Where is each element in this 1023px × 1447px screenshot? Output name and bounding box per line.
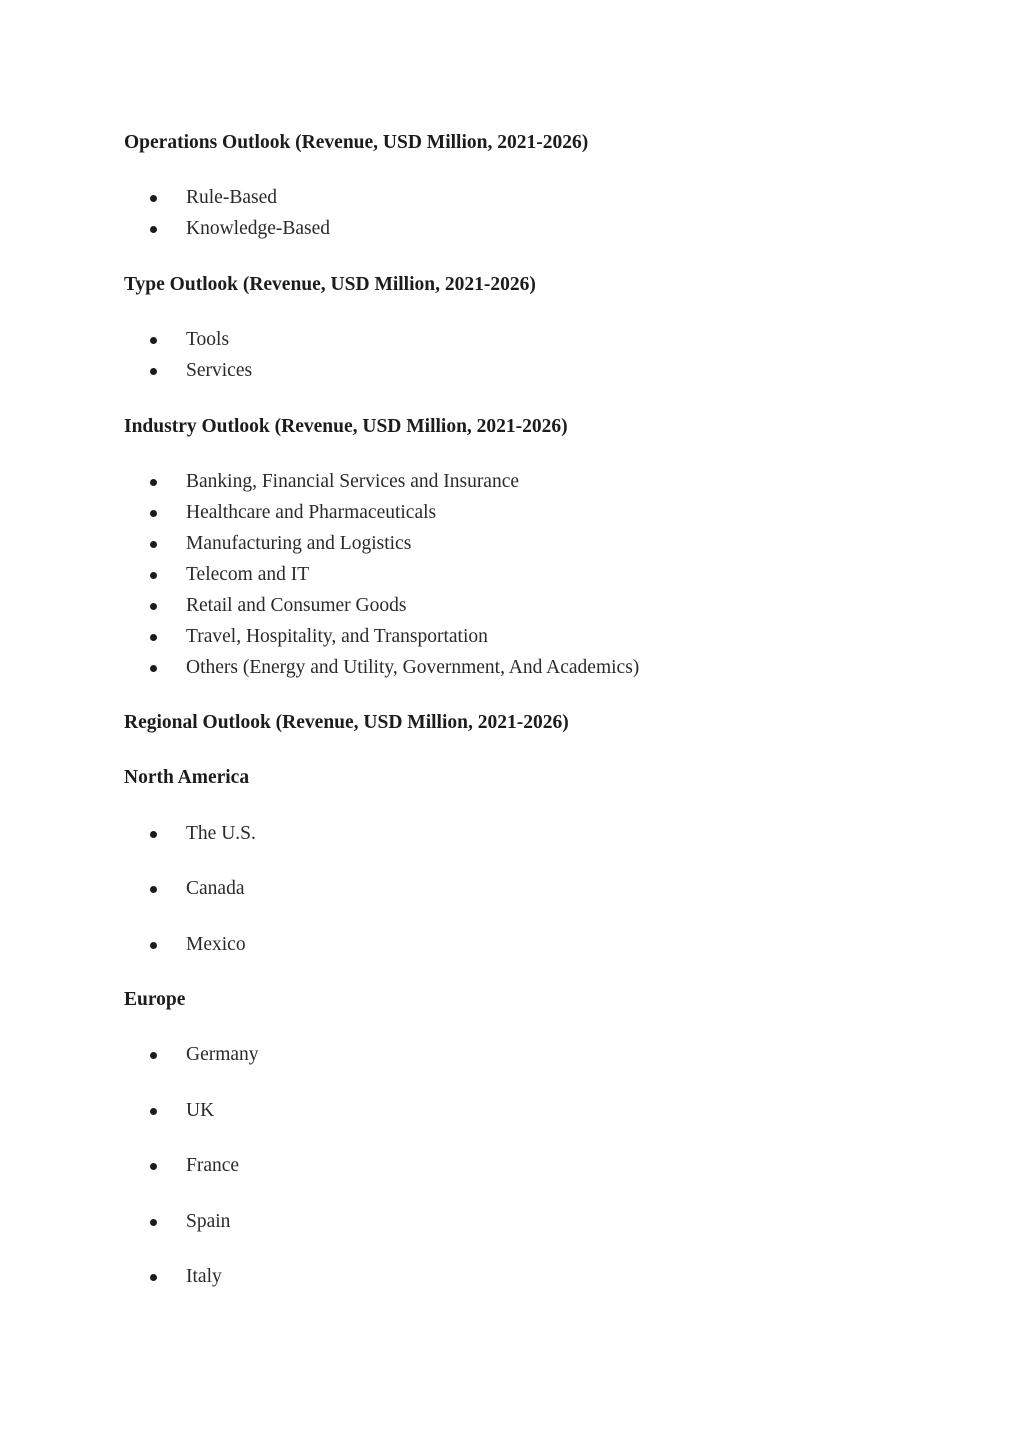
bullet-icon	[150, 634, 157, 641]
list-item-label: Knowledge-Based	[186, 218, 331, 239]
bullet-icon	[150, 665, 157, 672]
bullet-icon	[150, 1052, 157, 1059]
bullet-icon	[150, 195, 157, 202]
operations-outlook-heading: Operations Outlook (Revenue, USD Million, 2021-2026)	[124, 132, 589, 153]
bullet-icon	[150, 1108, 157, 1115]
list-item-label: Mexico	[186, 934, 246, 955]
bullet-icon	[150, 603, 157, 610]
list-item-label: Travel, Hospitality, and Transportation	[186, 626, 488, 647]
list-item-label: Italy	[186, 1266, 222, 1287]
bullet-icon	[150, 226, 157, 233]
list-item-label: Others (Energy and Utility, Government, And Academics)	[186, 657, 640, 678]
list-item-label: Retail and Consumer Goods	[186, 595, 407, 616]
list-item-label: Tools	[186, 329, 230, 350]
bullet-icon	[150, 479, 157, 486]
bullet-icon	[150, 1219, 157, 1226]
bullet-icon	[150, 510, 157, 517]
list-item-label: Rule-Based	[186, 187, 277, 208]
list-item-label: Canada	[186, 878, 245, 899]
bullet-icon	[150, 572, 157, 579]
list-item-label: The U.S.	[186, 823, 256, 844]
industry-outlook-heading: Industry Outlook (Revenue, USD Million, 2021-2026)	[124, 416, 568, 437]
list-item-label: Germany	[186, 1044, 259, 1065]
bullet-icon	[150, 368, 157, 375]
bullet-icon	[150, 886, 157, 893]
bullet-icon	[150, 1163, 157, 1170]
bullet-icon	[150, 541, 157, 548]
bullet-icon	[150, 942, 157, 949]
list-item-label: UK	[186, 1100, 215, 1121]
bullet-icon	[150, 337, 157, 344]
list-item-label: Manufacturing and Logistics	[186, 533, 412, 554]
europe-heading: Europe	[124, 989, 186, 1010]
bullet-icon	[150, 1274, 157, 1281]
list-item-label: Banking, Financial Services and Insurance	[186, 471, 520, 492]
list-item-label: France	[186, 1155, 240, 1176]
list-item-label: Services	[186, 360, 253, 381]
bullet-icon	[150, 831, 157, 838]
regional-outlook-heading: Regional Outlook (Revenue, USD Million, 2021-2026)	[124, 712, 569, 733]
list-item-label: Telecom and IT	[186, 564, 310, 585]
type-outlook-heading: Type Outlook (Revenue, USD Million, 2021-2026)	[124, 274, 536, 295]
north-america-heading: North America	[124, 767, 250, 788]
list-item-label: Healthcare and Pharmaceuticals	[186, 502, 437, 523]
list-item-label: Spain	[186, 1211, 231, 1232]
